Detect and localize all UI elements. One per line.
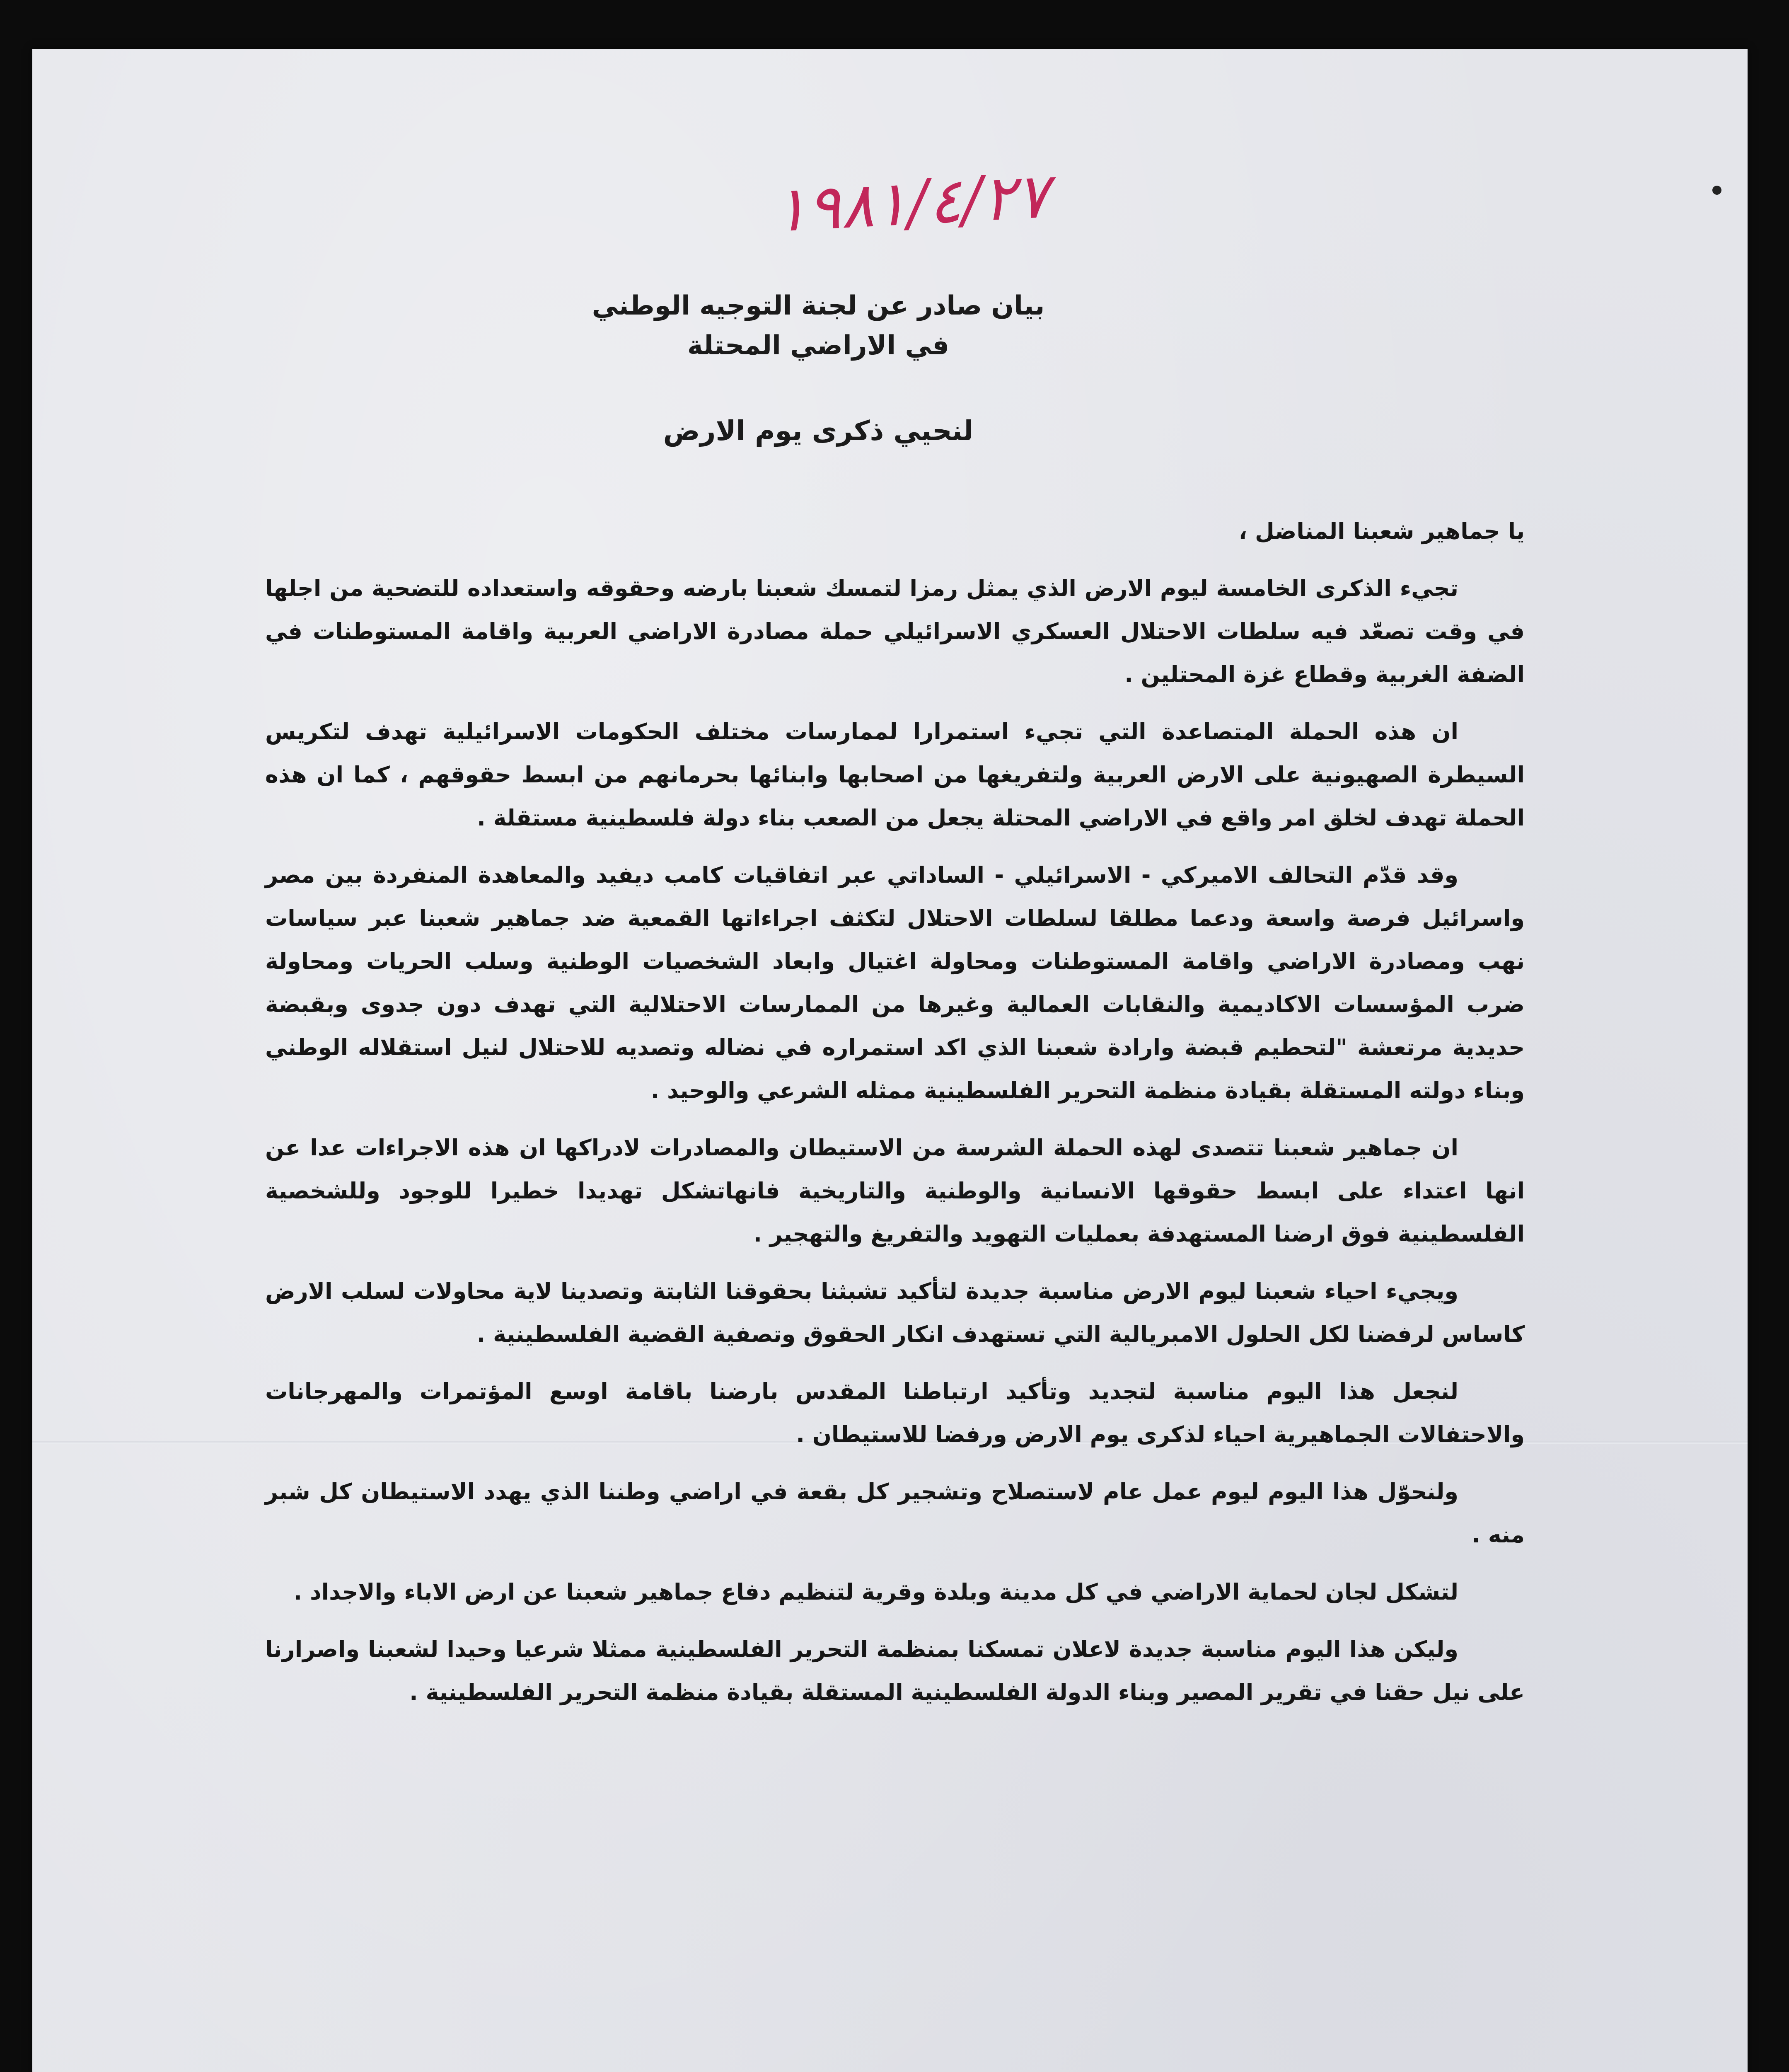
- paragraph: ولنحوّل هذا اليوم ليوم عمل عام لاستصلاح وتشجير كل بقعة في اراضي وطننا الذي يهدد الاستيطان كل شبر منه .: [265, 1479, 1525, 1548]
- paragraph: ويجيء احياء شعبنا ليوم الارض مناسبة جديدة لتأكيد تشبثنا بحقوقنا الثابتة وتصدينا لاية محاولات لسلب الارض كاساس لرفضنا لكل الحلول الامبريالية التي تستهدف انكار الحقوق وتصفية القضية الفلسطينية .: [265, 1278, 1525, 1347]
- paragraph: تجيء الذكرى الخامسة ليوم الارض الذي يمثل رمزا لتمسك شعبنا بارضه وحقوقه واستعداده للتضحية من اجلها في وقت تصعّد فيه سلطات الاحتلال العسكري الاسرائيلي حملة مصادرة الاراضي العربية واقامة المستوطنات في الضفة الغربية وقطاع غزة المحتلين .: [265, 575, 1525, 687]
- statement-header: [456, 286, 1181, 366]
- paragraph: ان هذه الحملة المتصاعدة التي تجيء استمرارا لممارسات مختلف الحكومات الاسرائيلية تهدف لتكريس السيطرة الصهيونية على الارض العربية ولتفريغها من اصحابها وابنائها بحرمانهم من ابسط حقوقهم ، كما ان هذه الحملة تهدف لخلق امر واقع في الاراضي المحتلة يجعل من الصعب بناء دولة فلسطينية مستقلة .: [265, 719, 1525, 831]
- paragraph: لتشكل لجان لحماية الاراضي في كل مدينة وبلدة وقرية لتنظيم دفاع جماهير شعبنا عن ارض الاباء والاجداد .: [293, 1579, 1458, 1605]
- header-line-1: بيان صادر عن لجنة التوجيه الوطني: [592, 290, 1045, 321]
- header-line-2: في الاراضي المحتلة: [687, 330, 950, 361]
- paragraph: لنجعل هذا اليوم مناسبة لتجديد وتأكيد ارتباطنا المقدس بارضنا باقامة اوسع المؤتمرات والمهرجانات والاحتفالات الجماهيرية احياء لذكرى يوم الارض ورفضا للاستيطان .: [265, 1378, 1525, 1447]
- salutation: يا جماهير شعبنا المناضل ،: [1238, 518, 1525, 544]
- handwritten-date: ١٩٨١/٤/٢٧: [772, 160, 1051, 247]
- paragraph: ان جماهير شعبنا تتصدى لهذه الحملة الشرسة من الاستيطان والمصادرات لادراكها ان هذه الاجراءات عدا عن انها اعتداء على ابسط حقوقها الانسانية والوطنية والتاريخية فانهاتشكل تهديدا خطيرا للوجود وللشخصية الفلسطينية فوق ارضنا المستهدفة بعمليات التهويد والتفريغ والتهجير .: [265, 1135, 1525, 1247]
- statement-body: [265, 510, 1525, 1728]
- statement-subtitle: لنحيي ذكرى يوم الارض: [663, 415, 974, 447]
- paragraph: وليكن هذا اليوم مناسبة جديدة لاعلان تمسكنا بمنظمة التحرير الفلسطينية ممثلا شرعيا وحيدا لشعبنا واصرارنا على نيل حقنا في تقرير المصير وبناء الدولة الفلسطينية المستقلة بقيادة منظمة التحرير الفلسطينية .: [265, 1636, 1525, 1705]
- paragraph: وقد قدّم التحالف الاميركي - الاسرائيلي - الساداتي عبر اتفاقيات كامب ديفيد والمعاهدة المنفردة بين مصر واسرائيل فرصة واسعة ودعما مطلقا لسلطات الاحتلال لتكثف اجراءاتها القمعية ضد جماهير شعبنا عبر سياسات نهب ومصادرة الاراضي واقامة المستوطنات ومحاولة اغتيال وابعاد الشخصيات الوطنية وسلب الحريات ومحاولة ضرب المؤسسات الاكاديمية والنقابات العمالية وغيرها من الممارسات الاحتلالية التي تهدف دون جدوى وبقبضة حديدية مرتعشة "لتحطيم قبضة وارادة شعبنا الذي اكد استمراره في نضاله وتصديه للاحتلال لنيل استقلاله الوطني وبناء دولته المستقلة بقيادة منظمة التحرير الفلسطينية ممثله الشرعي والوحيد .: [265, 862, 1525, 1104]
- punch-mark: [1712, 186, 1721, 195]
